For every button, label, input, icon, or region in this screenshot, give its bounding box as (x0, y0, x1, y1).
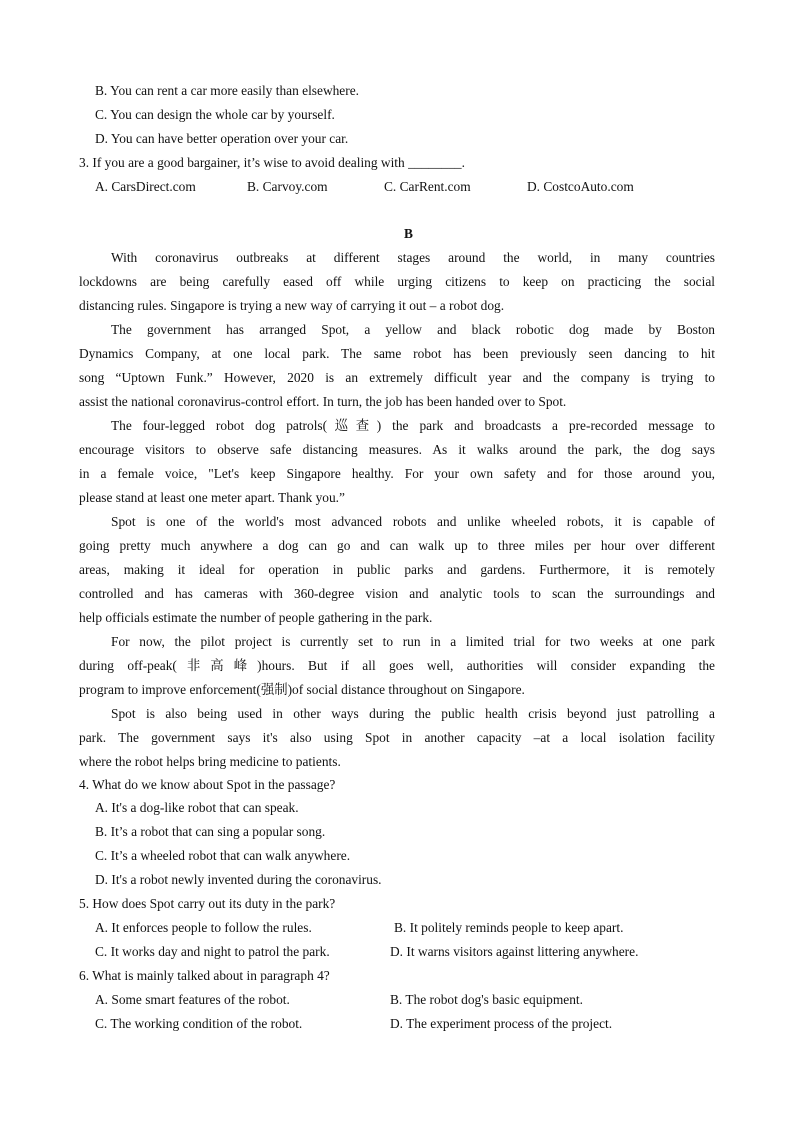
q5-option-c: C. It works day and night to patrol the park. (95, 944, 330, 959)
q3-option-b: B. Carvoy.com (247, 179, 328, 194)
passage-p3-line: please stand at least one meter apart. Thank you.” (79, 490, 345, 505)
q5-option-d: D. It warns visitors against littering anywhere. (390, 944, 639, 959)
passage-p6-line: where the robot helps bring medicine to patients. (79, 754, 341, 769)
passage-p4-line: areas, making it ideal for operation in public parks and gardens. Furthermore, it is remotely (79, 562, 715, 577)
passage-p2-line: Dynamics Company, at one local park. The same robot has been previously seen dancing to hit (79, 346, 715, 361)
q4-option-d: D. It's a robot newly invented during the coronavirus. (95, 872, 382, 887)
q6-stem: 6. What is mainly talked about in paragraph 4? (79, 968, 330, 983)
passage-p1-line: lockdowns are being carefully eased off while urging citizens to keep on practicing the social (79, 274, 715, 289)
q6-option-a: A. Some smart features of the robot. (95, 992, 290, 1007)
q4-option-a: A. It's a dog-like robot that can speak. (95, 800, 299, 815)
q3-option-a: A. CarsDirect.com (95, 179, 196, 194)
q4-stem: 4. What do we know about Spot in the passage? (79, 777, 336, 792)
passage-p6-line: Spot is also being used in other ways during the public health crisis beyond just patrolling a (111, 706, 715, 721)
q6-option-b: B. The robot dog's basic equipment. (390, 992, 583, 1007)
passage-p4-line: going pretty much anywhere a dog can go and can walk up to three miles per hour over different (79, 538, 715, 553)
passage-p4-line: help officials estimate the number of people gathering in the park. (79, 610, 433, 625)
q4-option-c: C. It’s a wheeled robot that can walk anywhere. (95, 848, 351, 863)
passage-p5-line: during off-peak(非高峰)hours. But if all goes well, authorities will consider expanding the (79, 658, 715, 673)
passage-p1-line: distancing rules. Singapore is trying a new way of carrying it out – a robot dog. (79, 298, 505, 313)
q3-option-d: D. CostcoAuto.com (527, 179, 634, 194)
q3-option-c: C. CarRent.com (384, 179, 471, 194)
q2-option-b: B. You can rent a car more easily than elsewhere. (95, 83, 359, 98)
q5-option-a: A. It enforces people to follow the rules. (95, 920, 312, 935)
q2-option-d: D. You can have better operation over your car. (95, 131, 349, 146)
passage-p5-line: program to improve enforcement(强制)of social distance throughout on Singapore. (79, 682, 525, 697)
q6-option-c: C. The working condition of the robot. (95, 1016, 303, 1031)
passage-p2-line: assist the national coronavirus-control effort. In turn, the job has been handed over to Spot. (79, 394, 567, 409)
passage-p3-line: in a female voice, "Let's keep Singapore healthy. For your own safety and for those around you, (79, 466, 715, 481)
q2-option-c: C. You can design the whole car by yourself. (95, 107, 335, 122)
passage-p2-line: The government has arranged Spot, a yellow and black robotic dog made by Boston (111, 322, 715, 337)
passage-p4-line: controlled and has cameras with 360-degree vision and analytic tools to scan the surroundings and (79, 586, 715, 601)
passage-p3-line: The four-legged robot dog patrols(巡查) the park and broadcasts a pre-recorded message to (111, 418, 715, 433)
passage-p6-line: park. The government says it's also using Spot in another capacity –at a local isolation facility (79, 730, 715, 745)
passage-p3-line: encourage visitors to observe safe distancing measures. As it walks around the park, the dog says (79, 442, 715, 457)
passage-p5-line: For now, the pilot project is currently set to run in a limited trial for two weeks at one park (111, 634, 715, 649)
q3-stem: 3. If you are a good bargainer, it’s wise to avoid dealing with ________. (79, 155, 465, 170)
q4-option-b: B. It’s a robot that can sing a popular song. (95, 824, 326, 839)
passage-p4-line: Spot is one of the world's most advanced robots and unlike wheeled robots, it is capable of (111, 514, 715, 529)
passage-p2-line: song “Uptown Funk.” However, 2020 is an extremely difficult year and the company is trying to (79, 370, 715, 385)
passage-p1-line: With coronavirus outbreaks at different stages around the world, in many countries (111, 250, 715, 265)
section-heading: B (404, 226, 413, 241)
q6-option-d: D. The experiment process of the project. (390, 1016, 613, 1031)
q5-stem: 5. How does Spot carry out its duty in the park? (79, 896, 336, 911)
q5-option-b: B. It politely reminds people to keep apart. (394, 920, 624, 935)
